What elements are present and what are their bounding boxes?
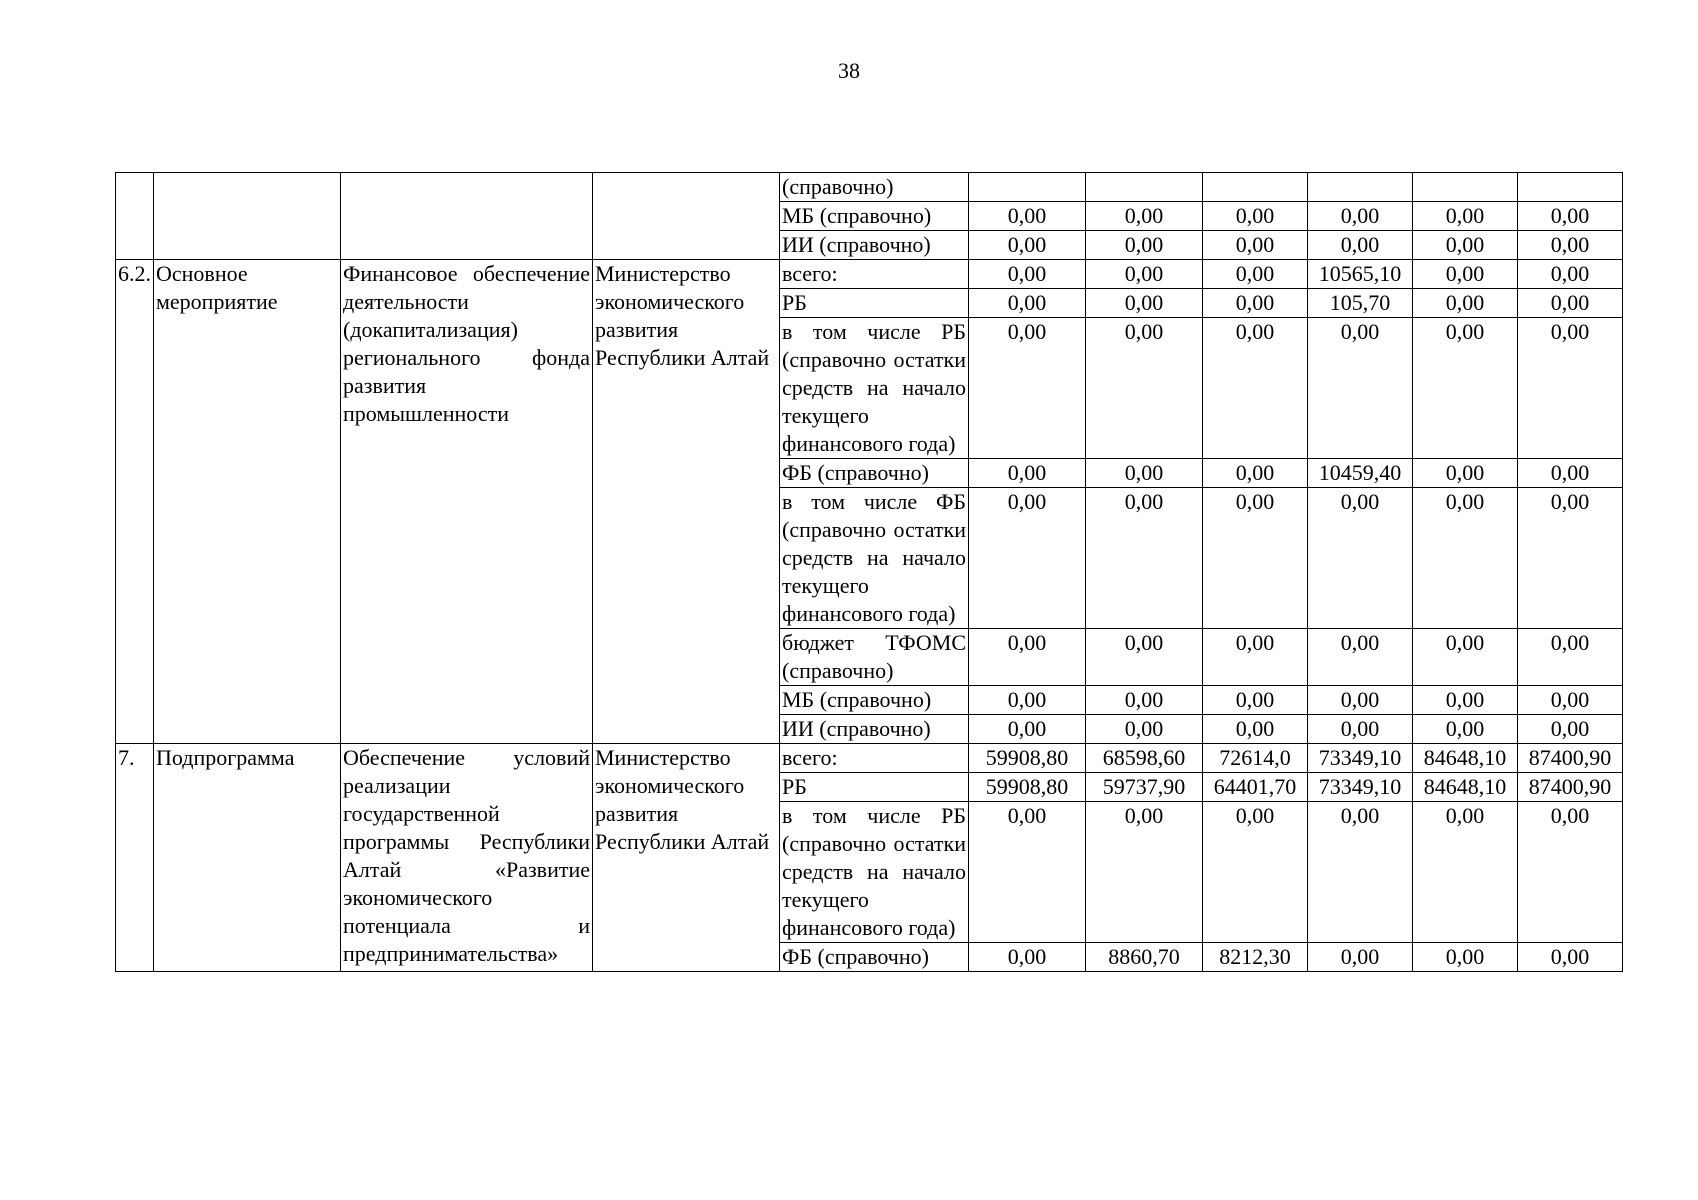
value-cell: 0,00 xyxy=(1086,289,1203,318)
value-cell: 0,00 xyxy=(1086,459,1203,488)
value-cell: 0,00 xyxy=(1518,715,1623,744)
value-cell: 0,00 xyxy=(1413,318,1518,459)
value-cell: 73349,10 xyxy=(1308,744,1413,773)
value-cell: 0,00 xyxy=(1308,231,1413,260)
value-cell: 0,00 xyxy=(969,715,1086,744)
value-cell: 0,00 xyxy=(1203,318,1308,459)
value-cell xyxy=(1308,173,1413,202)
value-cell: 0,00 xyxy=(1308,943,1413,972)
funding-source-cell: ИИ (справочно) xyxy=(780,715,969,744)
funding-source-cell: ФБ (справочно) xyxy=(780,943,969,972)
funding-source-cell: МБ (справочно) xyxy=(780,686,969,715)
value-cell: 0,00 xyxy=(1086,318,1203,459)
value-cell xyxy=(1413,173,1518,202)
value-cell: 0,00 xyxy=(1413,715,1518,744)
funding-source-cell: ИИ (справочно) xyxy=(780,231,969,260)
event-type-cell xyxy=(154,173,341,260)
value-cell: 0,00 xyxy=(1086,715,1203,744)
value-cell: 0,00 xyxy=(1308,686,1413,715)
value-cell: 0,00 xyxy=(1413,488,1518,629)
value-cell: 64401,70 xyxy=(1203,773,1308,802)
value-cell: 87400,90 xyxy=(1518,773,1623,802)
value-cell: 0,00 xyxy=(1413,231,1518,260)
value-cell: 0,00 xyxy=(1518,289,1623,318)
value-cell: 0,00 xyxy=(1413,260,1518,289)
value-cell: 0,00 xyxy=(1518,459,1623,488)
value-cell: 59737,90 xyxy=(1086,773,1203,802)
value-cell: 0,00 xyxy=(1518,488,1623,629)
executor-cell: Министерство экономического развития Республики Алтай xyxy=(593,744,780,972)
value-cell: 0,00 xyxy=(1203,289,1308,318)
value-cell: 0,00 xyxy=(1413,289,1518,318)
value-cell: 0,00 xyxy=(1203,715,1308,744)
funding-source-cell: ФБ (справочно) xyxy=(780,459,969,488)
value-cell: 0,00 xyxy=(1413,802,1518,943)
page-number: 38 xyxy=(838,58,860,83)
value-cell: 0,00 xyxy=(1308,488,1413,629)
funding-source-cell: в том числе ФБ (справочно остатки средств на начало текущего финансового года) xyxy=(780,488,969,629)
value-cell: 0,00 xyxy=(1086,629,1203,686)
row-number-cell xyxy=(116,173,154,260)
value-cell: 0,00 xyxy=(1518,802,1623,943)
funding-source-cell: (справочно) xyxy=(780,173,969,202)
funding-source-cell: в том числе РБ (справочно остатки средств на начало текущего финансового года) xyxy=(780,318,969,459)
value-cell: 0,00 xyxy=(969,488,1086,629)
value-cell: 0,00 xyxy=(1086,686,1203,715)
value-cell: 10459,40 xyxy=(1308,459,1413,488)
value-cell: 0,00 xyxy=(969,318,1086,459)
value-cell: 73349,10 xyxy=(1308,773,1413,802)
executor-cell xyxy=(593,173,780,260)
value-cell: 0,00 xyxy=(1518,260,1623,289)
value-cell xyxy=(1086,173,1203,202)
value-cell: 0,00 xyxy=(1086,802,1203,943)
value-cell: 0,00 xyxy=(1086,260,1203,289)
value-cell: 0,00 xyxy=(1413,459,1518,488)
value-cell: 0,00 xyxy=(969,202,1086,231)
value-cell: 0,00 xyxy=(1518,943,1623,972)
value-cell: 0,00 xyxy=(1308,715,1413,744)
funding-source-cell: бюджет ТФОМС (справочно) xyxy=(780,629,969,686)
value-cell: 0,00 xyxy=(969,802,1086,943)
budget-table xyxy=(115,172,1623,972)
table-row xyxy=(116,744,1623,773)
value-cell: 0,00 xyxy=(969,289,1086,318)
event-name-cell xyxy=(341,173,593,260)
value-cell: 0,00 xyxy=(1086,202,1203,231)
funding-source-cell: МБ (справочно) xyxy=(780,202,969,231)
executor-cell: Министерство экономического развития Республики Алтай xyxy=(593,260,780,744)
table-row xyxy=(116,260,1623,289)
funding-source-cell: всего: xyxy=(780,744,969,773)
event-type-cell: Основное мероприятие xyxy=(154,260,341,744)
value-cell xyxy=(969,173,1086,202)
value-cell: 0,00 xyxy=(1203,488,1308,629)
row-number-cell: 7. xyxy=(116,744,154,972)
value-cell: 0,00 xyxy=(1413,629,1518,686)
table-row xyxy=(116,173,1623,202)
value-cell: 0,00 xyxy=(969,459,1086,488)
value-cell: 0,00 xyxy=(1203,686,1308,715)
value-cell: 72614,0 xyxy=(1203,744,1308,773)
value-cell: 0,00 xyxy=(969,231,1086,260)
value-cell: 0,00 xyxy=(1203,202,1308,231)
funding-source-cell: РБ xyxy=(780,289,969,318)
value-cell: 59908,80 xyxy=(969,773,1086,802)
value-cell: 84648,10 xyxy=(1413,744,1518,773)
value-cell: 105,70 xyxy=(1308,289,1413,318)
funding-source-cell: РБ xyxy=(780,773,969,802)
value-cell: 0,00 xyxy=(1308,318,1413,459)
row-number-cell: 6.2. xyxy=(116,260,154,744)
value-cell: 0,00 xyxy=(1413,686,1518,715)
value-cell: 0,00 xyxy=(1203,459,1308,488)
value-cell: 8212,30 xyxy=(1203,943,1308,972)
value-cell: 0,00 xyxy=(1308,202,1413,231)
value-cell xyxy=(1203,173,1308,202)
value-cell: 0,00 xyxy=(969,943,1086,972)
value-cell: 0,00 xyxy=(1518,629,1623,686)
value-cell: 0,00 xyxy=(1203,260,1308,289)
event-name-cell: Финансовое обеспечение деятельности (докапитализация) регионального фонда развития промышленности xyxy=(341,260,593,744)
value-cell: 0,00 xyxy=(1518,318,1623,459)
value-cell: 59908,80 xyxy=(969,744,1086,773)
value-cell: 10565,10 xyxy=(1308,260,1413,289)
value-cell: 0,00 xyxy=(1308,802,1413,943)
value-cell: 0,00 xyxy=(1086,488,1203,629)
event-type-cell: Подпрограмма xyxy=(154,744,341,972)
value-cell: 0,00 xyxy=(1203,629,1308,686)
value-cell: 0,00 xyxy=(1203,231,1308,260)
value-cell: 0,00 xyxy=(1413,943,1518,972)
value-cell: 0,00 xyxy=(1518,686,1623,715)
value-cell: 0,00 xyxy=(1518,202,1623,231)
value-cell: 0,00 xyxy=(1086,231,1203,260)
value-cell: 0,00 xyxy=(969,629,1086,686)
value-cell: 0,00 xyxy=(969,260,1086,289)
funding-source-cell: всего: xyxy=(780,260,969,289)
event-name-cell: Обеспечение условий реализации государственной программы Республики Алтай «Развитие экономического потенциала и предпринимательства» xyxy=(341,744,593,972)
value-cell: 0,00 xyxy=(1518,231,1623,260)
funding-source-cell: в том числе РБ (справочно остатки средств на начало текущего финансового года) xyxy=(780,802,969,943)
value-cell: 87400,90 xyxy=(1518,744,1623,773)
value-cell: 84648,10 xyxy=(1413,773,1518,802)
value-cell: 0,00 xyxy=(1308,629,1413,686)
value-cell: 8860,70 xyxy=(1086,943,1203,972)
value-cell: 0,00 xyxy=(1203,802,1308,943)
value-cell xyxy=(1518,173,1623,202)
value-cell: 68598,60 xyxy=(1086,744,1203,773)
value-cell: 0,00 xyxy=(1413,202,1518,231)
value-cell: 0,00 xyxy=(969,686,1086,715)
